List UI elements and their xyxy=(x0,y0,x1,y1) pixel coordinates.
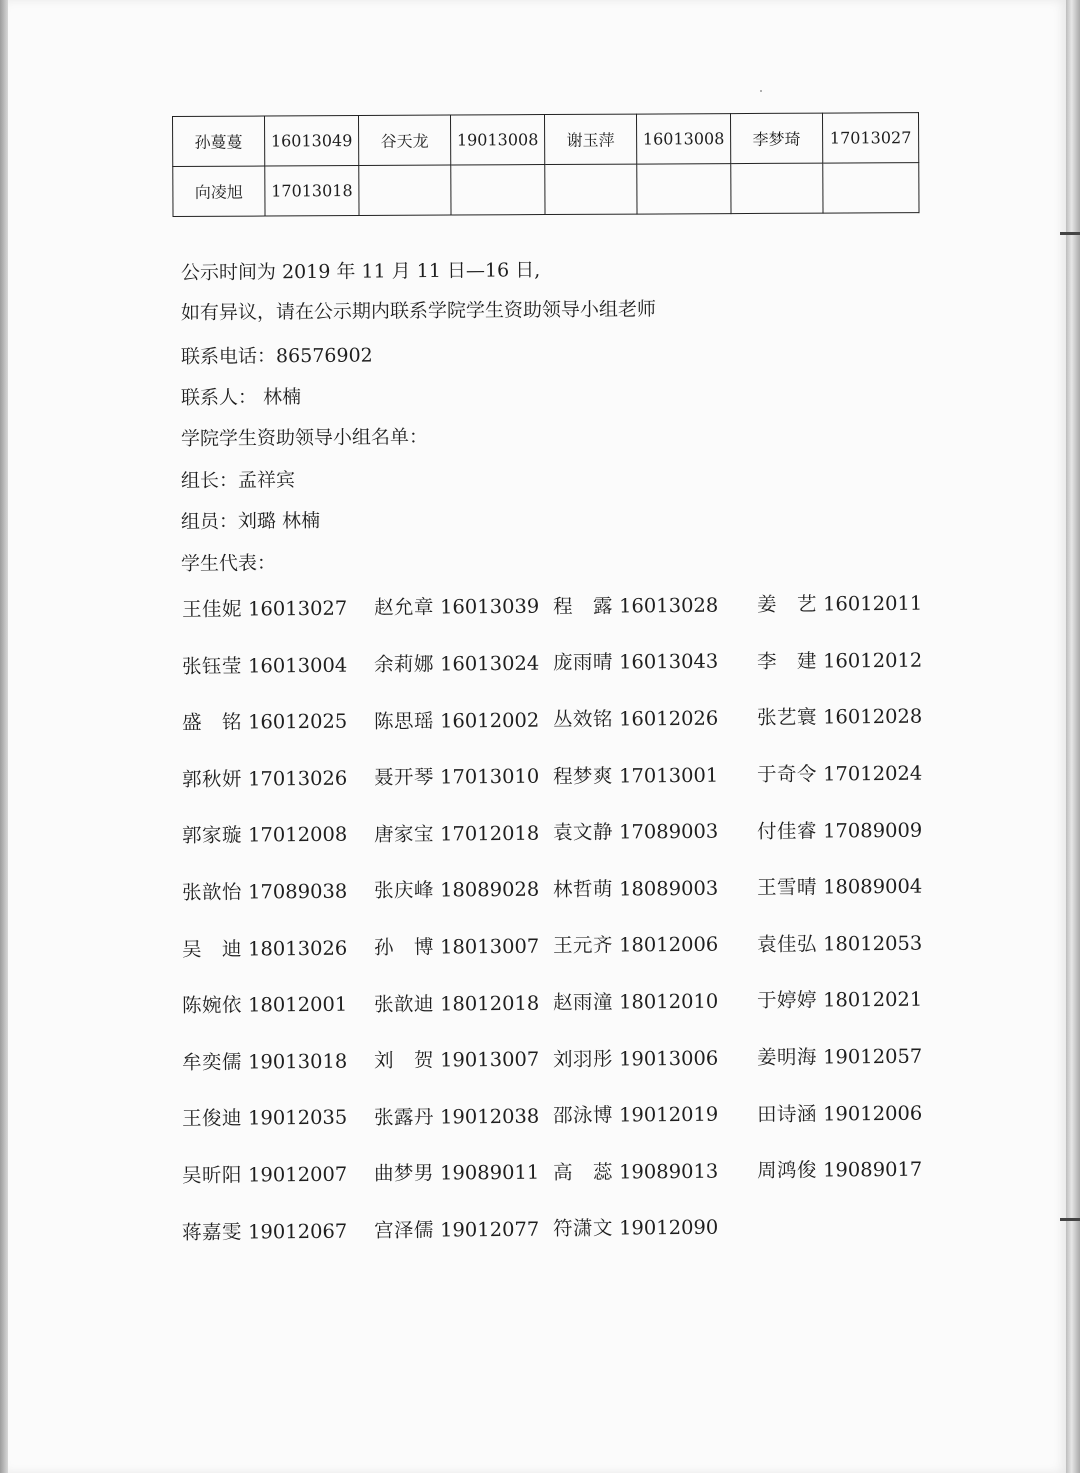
representative-name: 赵雨潼 xyxy=(552,990,614,1014)
representative-entry xyxy=(553,589,718,618)
representative-id: 18013026 xyxy=(247,936,348,961)
scan-right-edge xyxy=(1066,0,1080,1473)
representative-name: 邵泳博 xyxy=(552,1103,614,1128)
representative-id: 19012067 xyxy=(247,1219,348,1244)
representative-id: 16012028 xyxy=(822,705,923,729)
representative-entry xyxy=(757,1097,922,1126)
representative-name: 张歆怡 xyxy=(181,880,243,904)
representative-name: 林哲萌 xyxy=(552,877,614,901)
representative-id: 16013043 xyxy=(618,650,719,674)
representative-entry xyxy=(757,871,922,900)
representative-name: 田诗涵 xyxy=(756,1102,818,1126)
representative-id: 19089017 xyxy=(822,1157,923,1182)
representative-name: 刘羽彤 xyxy=(552,1047,614,1071)
table-row xyxy=(173,163,919,217)
representative-name: 聂开琴 xyxy=(373,765,435,790)
representative-name: 袁佳弘 xyxy=(756,932,818,956)
representative-entry xyxy=(182,932,347,961)
representative-id: 19012077 xyxy=(439,1217,540,1242)
representative-name: 盛 铭 xyxy=(181,710,243,735)
representative-entry xyxy=(374,1214,539,1243)
representative-name: 张歆迪 xyxy=(373,992,435,1016)
representative-name: 余莉娜 xyxy=(373,652,435,676)
representative-entry xyxy=(182,1102,347,1131)
representative-id: 16012011 xyxy=(822,591,923,616)
representative-id: 19012006 xyxy=(822,1101,923,1126)
representative-id: 16013039 xyxy=(439,595,540,619)
edge-mark xyxy=(1060,232,1080,235)
representative-entry xyxy=(757,984,922,1013)
representative-id: 19012035 xyxy=(247,1106,348,1130)
representative-id: 16012025 xyxy=(247,709,348,734)
representative-id: 18012018 xyxy=(439,991,540,1016)
table-cell-id: 19013008 xyxy=(450,115,544,165)
representative-name: 郭家璇 xyxy=(181,823,243,848)
representative-name: 高 蕊 xyxy=(552,1160,614,1184)
notice-phone: 联系电话：86576902 xyxy=(180,344,373,368)
table-cell-name xyxy=(359,165,451,215)
representative-id: 19013006 xyxy=(618,1046,719,1071)
representative-id: 18089003 xyxy=(618,876,719,901)
representative-entry xyxy=(757,588,922,617)
representative-name: 陈思瑶 xyxy=(373,709,435,733)
representative-id: 19089011 xyxy=(439,1161,540,1185)
representative-entry xyxy=(553,872,718,901)
representative-id: 17013010 xyxy=(439,764,540,789)
recipient-table xyxy=(172,112,920,217)
representative-entry xyxy=(374,1100,539,1129)
representative-id: 16012002 xyxy=(439,708,540,733)
representative-entry xyxy=(182,819,347,848)
representative-name: 王佳妮 xyxy=(181,597,243,621)
representative-id: 16012026 xyxy=(618,706,719,731)
representative-name: 袁文静 xyxy=(552,820,614,845)
table-cell-id: 17013018 xyxy=(265,166,359,216)
table-cell-id: 16013008 xyxy=(636,114,730,164)
representative-name: 于奇令 xyxy=(756,762,818,786)
representative-id: 18089004 xyxy=(822,874,923,899)
representative-entry xyxy=(182,989,347,1018)
representative-entry xyxy=(757,814,922,843)
edge-mark xyxy=(1060,1218,1080,1221)
representative-name: 程 露 xyxy=(552,594,614,618)
representative-name: 程梦爽 xyxy=(552,764,614,788)
representative-name: 宫泽儒 xyxy=(373,1218,435,1242)
representative-id: 18012010 xyxy=(618,989,719,1014)
representative-entry xyxy=(553,929,718,958)
notice-period: 公示时间为 2019 年 11 月 11 日—16 日, xyxy=(180,259,541,284)
representative-name: 陈婉依 xyxy=(181,993,243,1018)
representative-name: 曲梦男 xyxy=(373,1161,435,1186)
representative-name: 符潇文 xyxy=(552,1216,614,1241)
representative-entry xyxy=(374,704,539,733)
representative-entry xyxy=(757,927,922,956)
table-cell-name xyxy=(731,163,823,213)
table-cell-name: 孙蔓蔓 xyxy=(173,116,265,166)
representative-entry xyxy=(553,1212,718,1241)
representative-entry xyxy=(182,1045,347,1074)
representative-id: 16013004 xyxy=(247,653,348,678)
representative-name: 王元齐 xyxy=(552,933,614,958)
representative-name: 姜明海 xyxy=(756,1045,818,1069)
representative-entry xyxy=(182,706,347,735)
representative-entry xyxy=(553,816,718,845)
representative-id: 16013027 xyxy=(247,596,348,621)
representative-id: 18012053 xyxy=(822,931,923,956)
representative-id: 17089009 xyxy=(822,818,923,843)
table-cell-id xyxy=(637,164,731,214)
scan-left-shadow xyxy=(0,0,8,1473)
representative-id: 18013007 xyxy=(439,934,540,959)
representative-entry xyxy=(553,759,718,788)
representative-entry xyxy=(374,874,539,903)
group-title: 学院学生资助领导小组名单： xyxy=(180,426,429,450)
representative-id: 19089013 xyxy=(618,1159,719,1184)
representative-entry xyxy=(757,758,922,787)
representative-name: 王雪晴 xyxy=(756,875,818,900)
representative-id: 16012012 xyxy=(822,648,923,673)
representative-id: 19012090 xyxy=(618,1216,719,1240)
representative-name: 张钰莹 xyxy=(181,654,243,678)
representative-id: 19013018 xyxy=(247,1049,348,1074)
representative-id: 19012019 xyxy=(618,1102,719,1127)
representative-id: 18012001 xyxy=(247,992,348,1017)
representative-name: 丛效铭 xyxy=(552,707,614,731)
representative-entry xyxy=(553,703,718,732)
representative-name: 郭秋妍 xyxy=(181,767,243,791)
representative-id: 18089028 xyxy=(439,878,540,902)
notice-contact: 联系人： 林楠 xyxy=(180,386,302,409)
representative-id: 17012008 xyxy=(247,823,348,847)
representative-name: 牟奕儒 xyxy=(181,1050,243,1074)
representative-entry xyxy=(757,701,922,730)
representative-entry xyxy=(374,817,539,846)
table-cell-id xyxy=(451,165,545,215)
representative-entry xyxy=(374,987,539,1016)
representative-name: 刘 贺 xyxy=(373,1048,435,1073)
document-page xyxy=(8,0,1068,1473)
group-members: 组员：刘璐 林楠 xyxy=(180,509,321,533)
table-cell-name: 谢玉萍 xyxy=(544,114,636,164)
group-leader: 组长：孟祥宾 xyxy=(180,469,296,492)
table-cell-id xyxy=(823,163,919,214)
representative-entry xyxy=(374,591,539,620)
representative-entry xyxy=(374,931,539,960)
representative-id: 19012007 xyxy=(247,1162,348,1187)
representative-entry xyxy=(553,1042,718,1071)
representative-entry xyxy=(553,1099,718,1128)
representative-name: 张艺寰 xyxy=(756,705,818,730)
table-cell-name xyxy=(545,164,637,214)
table-cell-id: 16013049 xyxy=(265,116,359,166)
representative-name: 周鸿俊 xyxy=(756,1158,818,1183)
table-cell-id: 17013027 xyxy=(822,113,918,164)
representative-id: 19012038 xyxy=(439,1104,540,1129)
table-cell-name: 向凌旭 xyxy=(173,166,265,216)
representative-name: 张露丹 xyxy=(373,1105,435,1129)
representative-entry xyxy=(182,649,347,678)
representative-name: 蒋嘉雯 xyxy=(181,1220,243,1244)
representative-name: 吴 迪 xyxy=(181,937,243,961)
representative-entry xyxy=(182,1215,347,1244)
representative-entry xyxy=(553,646,718,675)
representative-entry xyxy=(374,648,539,677)
representative-entry xyxy=(757,1041,922,1070)
representative-name: 付佳睿 xyxy=(756,819,818,843)
representative-entry xyxy=(553,986,718,1015)
scan-speck xyxy=(760,90,762,92)
representative-name: 吴昕阳 xyxy=(181,1163,243,1187)
representative-entry xyxy=(374,1157,539,1186)
representative-name: 赵允章 xyxy=(373,595,435,620)
representative-id: 17013026 xyxy=(247,766,348,791)
representative-entry xyxy=(182,1159,347,1188)
representative-id: 19012057 xyxy=(822,1044,923,1069)
representative-id: 16013028 xyxy=(618,593,719,618)
representative-id: 16013024 xyxy=(439,651,540,676)
representative-name: 张庆峰 xyxy=(373,878,435,903)
representative-id: 17013001 xyxy=(618,763,719,788)
representative-entry xyxy=(757,1154,922,1183)
representative-entry xyxy=(182,762,347,791)
representative-name: 王俊迪 xyxy=(181,1106,243,1131)
representative-entry xyxy=(553,1155,718,1184)
representative-name: 姜 艺 xyxy=(756,592,818,617)
representative-id: 17089003 xyxy=(618,819,719,844)
representative-id: 19013007 xyxy=(439,1047,540,1072)
representative-entry xyxy=(374,1044,539,1073)
representative-id: 18012021 xyxy=(822,988,923,1012)
representative-entry xyxy=(182,593,347,622)
table-cell-name: 李梦琦 xyxy=(730,113,822,163)
representative-id: 17089038 xyxy=(247,879,348,904)
representative-name: 李 建 xyxy=(756,649,818,673)
representative-id: 17012024 xyxy=(822,761,923,786)
table-cell-name: 谷天龙 xyxy=(359,115,451,165)
representatives-title: 学生代表： xyxy=(180,552,277,575)
representative-entry xyxy=(374,761,539,790)
representative-name: 唐家宝 xyxy=(373,822,435,846)
representative-name: 孙 博 xyxy=(373,935,435,959)
representative-entry xyxy=(182,876,347,905)
representative-name: 于婷婷 xyxy=(756,988,818,1013)
representative-id: 18012006 xyxy=(618,933,719,957)
notice-objection: 如有异议，请在公示期内联系学院学生资助领导小组老师 xyxy=(180,298,657,324)
representative-name: 庞雨晴 xyxy=(552,650,614,675)
representative-id: 17012018 xyxy=(439,821,540,846)
representative-entry xyxy=(757,644,922,673)
table-row xyxy=(173,113,919,167)
